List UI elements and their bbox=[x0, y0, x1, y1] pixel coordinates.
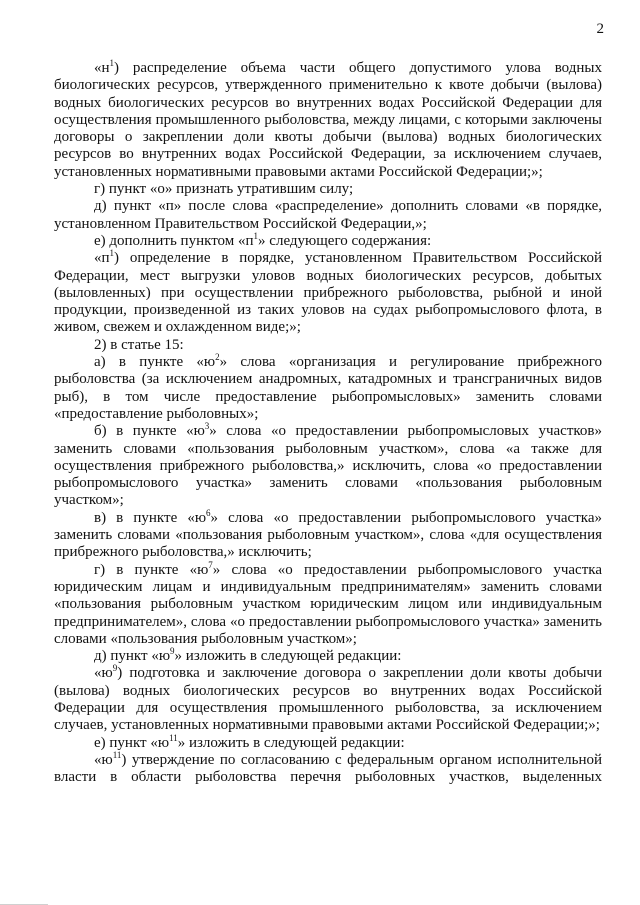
paragraph: е) дополнить пунктом «$п^1$» следующего содержания: bbox=[94, 230, 432, 249]
paragraph: «$п^1$) определение в порядке, установленном Правительством Российской Федерации, мест выгрузки уловов водных биологических ресурсов, добытых (выловленных) при осуществлении прибрежного рыболовства, рыбной и иной продукции, произведенной из таких уловов на судах рыбопромыслового флота, в живом, свежем и охлажденном виде;»; bbox=[54, 248, 602, 336]
paragraph: «$ю^{11}$) утверждение по согласованию с федеральным органом исполнительной власти в области рыболовства перечня рыболовных участков, выделенных bbox=[54, 749, 602, 786]
page-number: 2 bbox=[596, 21, 604, 37]
paragraph: 2) в статье 15: bbox=[94, 336, 184, 353]
paragraph: а) в пункте «$ю^2$» слова «организация и регулирование прибрежного рыболовства (за исключением анадромных, катадромных и трансграничных видов рыб), в том числе предоставление рыбопромысловых» заменить словами «предоставление рыболовных»; bbox=[54, 352, 602, 422]
paragraph: е) пункт «$ю^{11}$» изложить в следующей редакции: bbox=[94, 732, 405, 751]
paragraph: «$ю^9$) подготовка и заключение договора о закреплении доли квоты добычи (вылова) водных биологических ресурсов во внутренних водах Российской Федерации для осуществления промышленного рыболовства, за исключением случаев, установленных нормативными правовыми актами Российской Федерации;»; bbox=[54, 663, 602, 734]
paragraph: д) пункт «$ю^9$» изложить в следующей редакции: bbox=[94, 646, 402, 665]
paragraph: в) в пункте «$ю^6$» слова «о предоставлении рыбопромыслового участка» заменить словами «пользования рыболовным участком», слова «для осуществления прибрежного рыболовства,» исключить; bbox=[54, 507, 602, 561]
document-body bbox=[54, 60, 602, 786]
paragraph: д) пункт «п» после слова «распределение» дополнить словами «в порядке, установленном Правительством Российской Федерации,»; bbox=[54, 198, 602, 232]
paragraph: г) в пункте «$ю^7$» слова «о предоставлении рыбопромыслового участка юридическим лицам и индивидуальным предпринимателям» заменить словами «пользования рыболовным участком юридическим лицом или индивидуальным предпринимателем», слова «о предоставлении рыбопромыслового участка» заменить словами «пользования рыболовным участком»; bbox=[54, 559, 602, 647]
paragraph: «$н^1$) распределение объема части общего допустимого улова водных биологических ресурсов, утвержденного применительно к квоте добычи (вылова) водных биологических ресурсов во внутренних водах Российской Федерации для осуществления промышленного рыболовства, между лицами, с которыми заключены договоры о закреплении доли квоты добычи (вылова) водных биологических ресурсов во внутренних водах Российской Федерации, за исключением случаев, установленных нормативными правовыми актами Российской Федерации;»; bbox=[54, 58, 602, 180]
paragraph: г) пункт «о» признать утратившим силу; bbox=[94, 181, 354, 198]
paragraph: б) в пункте «$ю^3$» слова «о предоставлении рыбопромысловых участков» заменить словами «пользования рыболовным участком», слова «а также для осуществления прибрежного рыболовства,» исключить, слова «о предоставлении рыбопромыслового участка» заменить словами «пользования рыболовным участком»; bbox=[54, 421, 602, 509]
